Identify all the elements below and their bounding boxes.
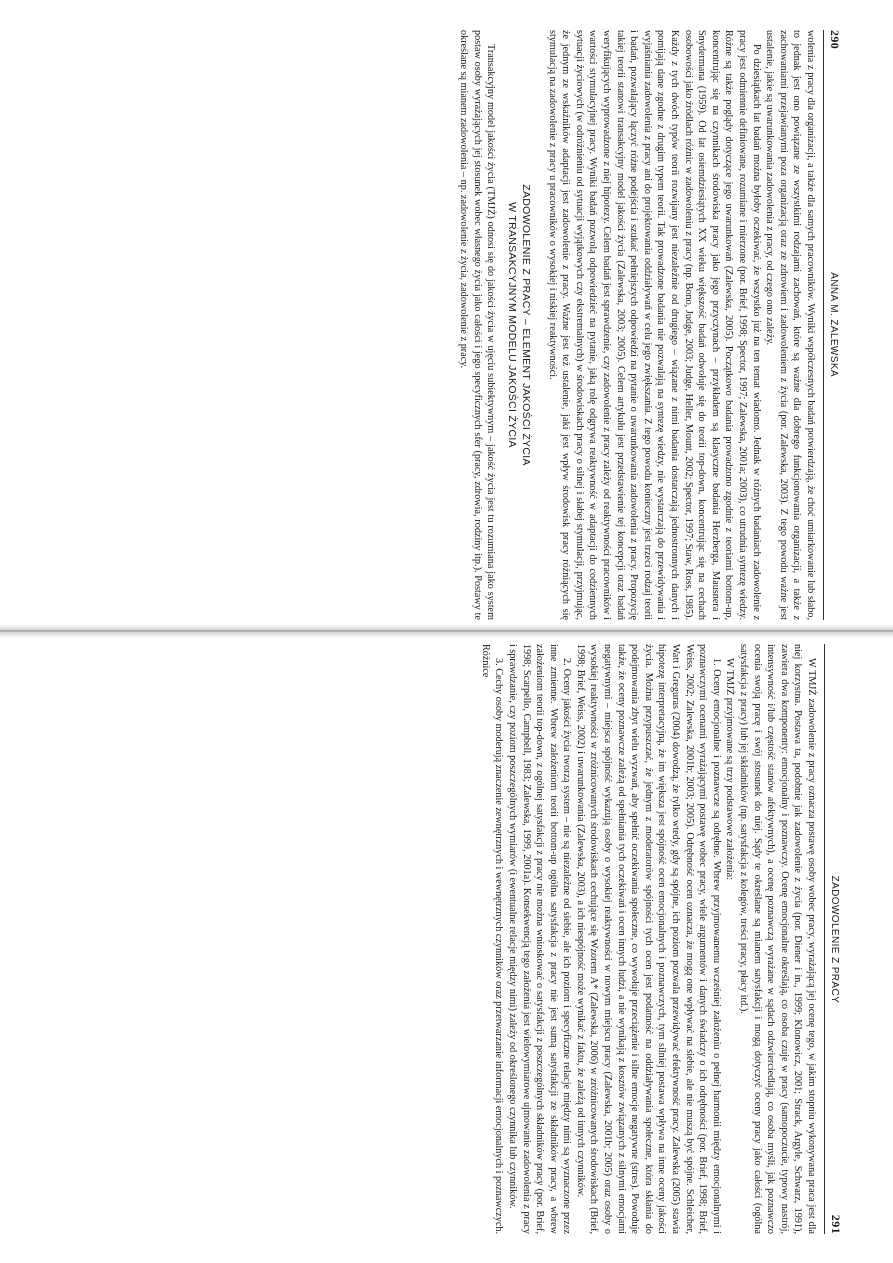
paragraph: W TMJŻ przyjmowane są trzy podstawowe założenia: [724,658,736,880]
running-head [824,644,843,1234]
paragraph: 2. Oceny jakości życia tworzą system – nie są niezależne od siebie, ale ich poziom i specyficzne relacje między nimi są wyznaczone przez inne zmienne. Wbrew założeniom teorii bottom-up ogólna satysfakcja z pracy nie jest sumą satysfakcji ze składników pracy, a wbrew założeniom teorii top-down, z ogólnej satysfakcji z pracy nie można wnioskować o satysfakcji z poszczególnych składników pracy (por. Brief, 1998; Scarpello, Campbell, 1983; Zalewska, 1999, 2001a). Konsekwencją tego założenia jest wielowymiarowe ujmowanie zadowolenia z pracy i sprawdzanie, czy poziom poszczególnych wymiarów (i ewentualne relacje między nimi) zależy od określonego czynnika lub czynników. [506,644,573,1234]
left-page-content [22,30,842,620]
page-number: 290 [828,30,842,50]
paragraph: 1. Oceny emocjonalne i poznawcze są odrębne. Wbrew przyjmowanemu wcześniej założeniu o pełnej harmonii między emocjonalnymi i poznawczymi ocenami wyrażającymi postawę wobec pracy, wiele argumentów i danych świadczy o ich odrębności (por. Brief, 1998; Brief, Weiss, 2002; Zalewska, 2001b; 2003; 2005). Odrębność ocen oznacza, że mogą one wpływać na siebie, ale nie muszą być spójne. Schleicher, Watt i Greguras (2004) dowodzą, że tylko wtedy, gdy są spójne, ich poziom pozwala przewidywać efektywność pracy. Zalewska (2005) stawia hipotezę interpretacyjną, że im większa jest spójność ocen emocjonalnych i poznawczych, tym silniej postawa wpływa na inne oceny jakości życia. Można przypuszczać, że jednym z moderatorów spójności tych ocen jest podatność na oddziaływania społeczne, która skłania do podejmowania zbyt wielu wyzwań, aby spełnić oczekiwania społeczne, co wywołuje przeciążenie i silne emocje negatywne (stres). Powoduje także, że oceny poznawcze zależą od spełniania tych oczekiwań i ocen innych ludzi, a nie wynikają z kosztów związanych z silnymi emocjami negatywnymi – miejsca spójność wykazują osoby o wysokiej reaktywności w nowym miejscu pracy (Zalewska, 2001b; 2005) oraz osoby o wysokiej reaktywności w zróżnicowanych środowiskach cechujące się Wzorem A* (Zalewska, 2006) w zróżnicowanych środowiskach (Brief, 1998; Brief, Weiss, 2002) i uwarunkowania (Zalewska, 2003), a ich niespójność może wynikać z faktu, że zależą od innych czynników. [574,644,722,1234]
paragraph: Po dziesiątkach lat badań można byłoby oczekiwać, że wszystko już na ten temat wiadomo. Jednak w różnych badaniach zadowolenie z pracy jest odmiennie definiowane, rozumiane i mierzone (por. Brief, 1998; Spector, 1997; Zalewska, 2001a; 2003), co utrudnia syntezę wiedzy. Różne są także poglądy dotyczące jego uwarunkowań (Zalewska, 2005). Początkowo badania prowadzono zgodnie z teoriami bottom-up, koncentrując się na czynnikach środowiska pracy jako jego przyczynach – przykładem są klasyczne badania Herzberga, Mausnera i Snydermana (1959). Od lat osiemdziesiątych XX wieku większość badań odwołuje się do teorii top-down, koncentrując się na cechach osobowości jako źródłach różnic w zadowoleniu z pracy (np. Bono, Judge, 2003; Judge, Heller, Mount, 2002; Spector, 1997; Staw, Ross, 1985). Każdy z tych dwóch typów teorii rozwijany jest niezależnie od drugiego – wiązane z nimi badania dostarczają jednostronnych danych i pomijają dane zgodne z drugim typem teorii. Tak prowadzone badania nie pozwalają na syntezę wiedzy, nie wystarczają do przewidywania i wyjaśniania zadowolenia z pracy ani do projektowania oddziaływań w celu jego zwiększania. Z tego powodu konieczny jest trzeci rodzaj teorii i badań, pozwalający łączyć różne podejścia i szukać pełniejszych odpowiedzi na pytanie o uwarunkowania zadowolenia z pracy. Propozycję takiej teorii stanowi transakcyjny model jakości życia (Zalewska, 2003; 2005). Celem artykułu jest przedstawienie tej koncepcji oraz badań weryfikujących wyprowadzone z niej hipotezy. Celem badań jest sprawdzenie, czy zadowolenie z pracy zależy od reaktywności pracowników i wartości stymulacyjnej pracy. Wyniki badań pozwolą odpowiedzieć na pytanie, jaką rolę odgrywa reaktywność w adaptacji do codziennych sytuacji życiowych (w odróżnieniu od sytuacji wyjątkowych czy ekstremalnych) w środowiskach pracy o silnej i słabej stymulacji, przyjmując, że jednym ze wskaźników adaptacji jest zadowolenie z pracy. Ważne jest też ustalenie, jaki jest wpływ środowisk pracy różniących się stymulacją na zadowolenie z pracy u pracowników o wysokiej i niskiej reaktywności. [546,30,762,620]
section-heading [505,30,533,620]
paragraph: 3. Cechy osoby moderują znaczenie zewnętrznych i wewnętrznych czynników oraz przetwarzanie informacji emocjonalnych i poznawczych. Różnice [479,644,505,1234]
left-page-290 [0,0,893,631]
paragraph: W TMJŻ zadowolenie z pracy oznacza postawę osoby wobec pracy, wyrażającą jej ocenę tego, w jakim stopniu wykonywana praca jest dla niej korzystna. Postawa ta, podobnie jak zadowolenie z życia (por. Diener i in., 1999; Klonowicz, 2001; Strack, Argyle, Schwarz, 1991), zawiera dwa komponenty: emocjonalny i poznawczy. Ocenę emocjonalne określają, co osoba czuje w pracy (samopoczucie, typowy nastrój, intensywność i/lub częstość stanów afektywnych), a ocenę poznawczą wyrażane w sądach odzwierciedlają, co osoba myśli, jak poznawczo ocenia swoją pracę i swój stosunek do niej. Sądy te określane są mianem satysfakcji i mogą dotyczyć oceny pracy jako całości (ogólna satysfakcja z pracy) lub jej składników (np. satysfakcja z kolegów, treści pracy, płacy itd.). [738,644,817,1234]
section-heading-line-2: W TRANSAKCYJNYM MODELU JAKOŚCI ŻYCIA [506,202,519,448]
running-head [823,30,842,620]
right-page-291 [0,632,893,1263]
page-number: 291 [829,1214,843,1234]
running-head-author: ANNA M. ZALEWSKA [828,272,839,377]
paragraph: Transakcyjny model jakości życia (TMJŻ) odnosi się do jakości życia w ujęciu subiektywnym – jakość życia jest tu rozumiana jako system postaw osoby wyrażających jej stosunek wobec własnego życia jako całości i jego specyficznych sfer (pracy, zdrowia, rodziny itp.). Postawy te określane są mianem zadowolenia – np. zadowolenie z życia, zadowolenie z pracy. [457,30,497,620]
section-heading-line-1: ZADOWOLENIE Z PRACY – ELEMENT JAKOŚCI ŻYCIA [520,184,533,466]
paragraph: wolenia z pracy dla organizacji, a także dla samych pracowników. Wyniki współczesnych badań potwierdzają, że choć umiarkowanie lub słabo, to jednak jest ono powiązane ze wszystkimi rodzajami zachowań, które są ważne dla dobrego funkcjonowania organizacji, a także z zachowaniami przejawianymi poza organizacją oraz ze zdrowiem i zadowoleniem z życia (por. Zalewska, 2003). Z tego powodu ważne jest ustalenie, jakie są uwarunkowania zadowolenia z pracy, od czego ono zależy. [764,30,816,620]
running-head-title: ZADOWOLENIE Z PRACY [829,875,840,1004]
right-page-content [23,644,843,1234]
